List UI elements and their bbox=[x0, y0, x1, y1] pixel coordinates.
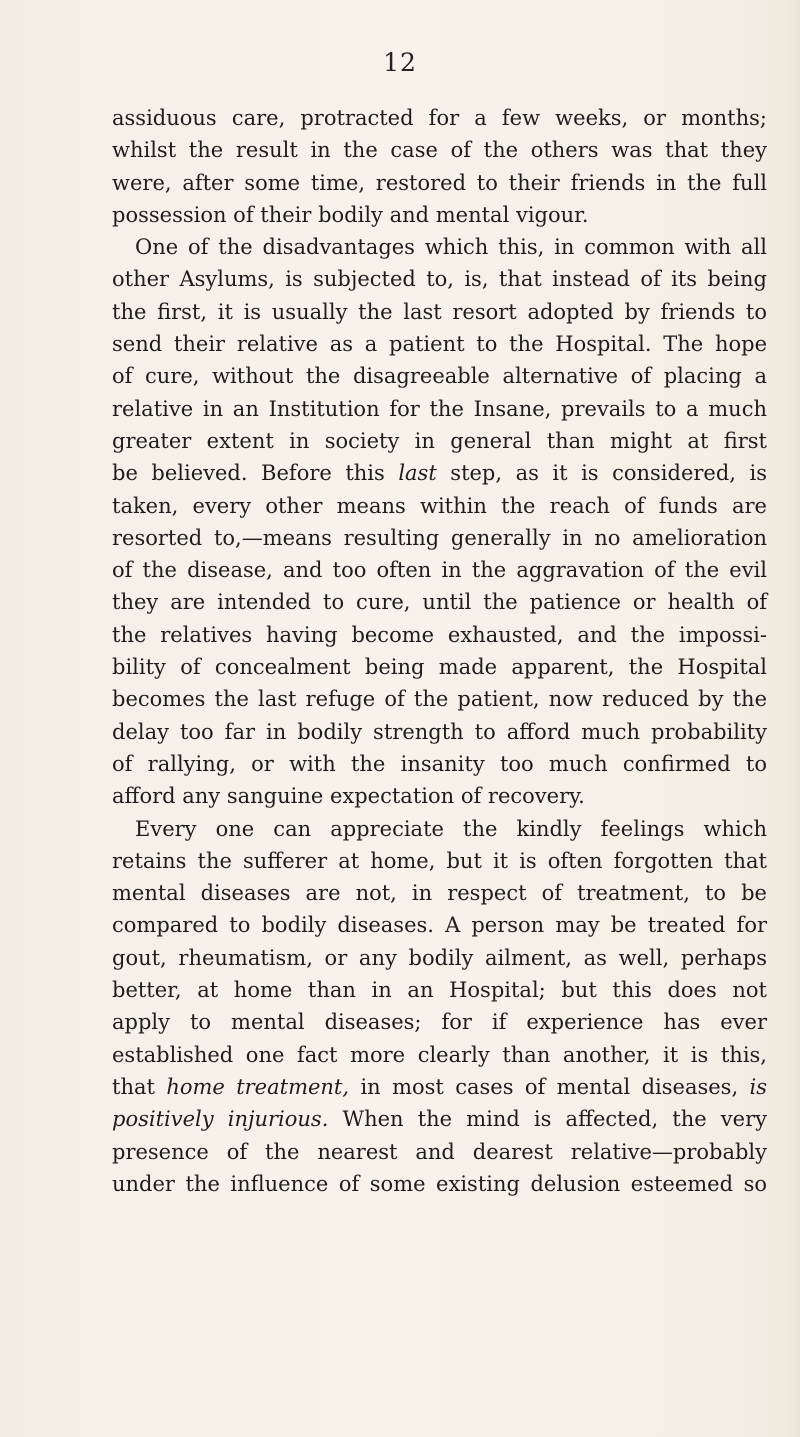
text-segment: whilst the result in the case of the others was that they bbox=[112, 138, 767, 163]
text-segment: taken, every other means within the reach of funds are bbox=[112, 493, 767, 518]
text-segment: relative in an Institution for the Insane, prevails to a much bbox=[112, 396, 767, 421]
text-segment: compared to bodily diseases. A person may be treated for bbox=[112, 913, 767, 938]
italic-text: is bbox=[749, 1074, 768, 1099]
text-segment: send their relative as a patient to the Hospital. The hope bbox=[112, 332, 767, 357]
text-line bbox=[112, 619, 767, 651]
italic-text: last bbox=[398, 461, 437, 486]
text-line bbox=[112, 1168, 767, 1200]
italic-text: home treatment, bbox=[166, 1074, 350, 1099]
text-line bbox=[112, 1136, 767, 1168]
body-text bbox=[112, 102, 767, 1200]
text-segment: presence of the nearest and dearest relative—probably bbox=[112, 1139, 767, 1164]
text-line bbox=[112, 813, 767, 845]
text-segment: delay too far in bodily strength to afford much probability bbox=[112, 719, 767, 744]
text-segment: One of the disadvantages which this, in common with all bbox=[135, 235, 767, 260]
text-segment: better, at home than in an Hospital; but this does not bbox=[112, 978, 767, 1003]
text-line bbox=[112, 1039, 767, 1071]
text-line bbox=[112, 102, 767, 134]
text-line bbox=[112, 167, 767, 199]
text-segment: mental diseases are not, in respect of treatment, to be bbox=[112, 881, 767, 906]
text-line bbox=[112, 1006, 767, 1038]
text-segment: resorted to,—means resulting generally in no amelioration bbox=[112, 525, 767, 550]
text-segment: apply to mental diseases; for if experience has ever bbox=[112, 1010, 767, 1035]
text-segment: be believed. Before this bbox=[112, 461, 399, 486]
text-segment: the relatives having become exhausted, and the impossi- bbox=[112, 622, 767, 647]
text-segment: of rallying, or with the insanity too much confirmed to bbox=[112, 751, 767, 776]
page-number: 12 bbox=[383, 48, 417, 77]
text-line bbox=[112, 942, 767, 974]
text-segment: the first, it is usually the last resort adopted by friends to bbox=[112, 299, 767, 324]
text-line bbox=[112, 393, 767, 425]
text-line bbox=[112, 780, 767, 812]
text-line bbox=[112, 263, 767, 295]
text-segment: possession of their bodily and mental vigour. bbox=[112, 202, 589, 227]
text-segment: that bbox=[112, 1074, 167, 1099]
text-line bbox=[112, 877, 767, 909]
text-line bbox=[112, 457, 767, 489]
text-segment: step, as it is considered, is bbox=[436, 461, 767, 486]
text-line bbox=[112, 845, 767, 877]
text-segment: assiduous care, protracted for a few weeks, or months; bbox=[112, 106, 767, 130]
text-line bbox=[112, 651, 767, 683]
text-line bbox=[112, 974, 767, 1006]
text-segment: Every one can appreciate the kindly feelings which bbox=[135, 816, 767, 841]
text-segment: greater extent in society in general than might at first bbox=[112, 428, 767, 453]
text-segment: of cure, without the disagreeable alternative of placing a bbox=[112, 364, 767, 389]
text-line bbox=[112, 231, 767, 263]
text-line bbox=[112, 425, 767, 457]
text-line bbox=[112, 716, 767, 748]
text-segment: under the influence of some existing delusion esteemed so bbox=[112, 1171, 767, 1196]
text-line bbox=[112, 360, 767, 392]
text-line bbox=[112, 554, 767, 586]
text-line bbox=[112, 134, 767, 166]
text-line bbox=[112, 522, 767, 554]
text-line bbox=[112, 586, 767, 618]
text-line bbox=[112, 1071, 767, 1103]
text-segment: retains the sufferer at home, but it is often forgotten that bbox=[112, 848, 767, 873]
text-line bbox=[112, 490, 767, 522]
text-line bbox=[112, 199, 767, 231]
page-edge-shadow bbox=[790, 0, 800, 1437]
text-segment: were, after some time, restored to their friends in the full bbox=[112, 170, 767, 195]
text-line bbox=[112, 328, 767, 360]
text-segment: When the mind is affected, the very bbox=[328, 1107, 767, 1132]
text-segment: bility of concealment being made apparent, the Hospital bbox=[112, 655, 767, 680]
text-segment: other Asylums, is subjected to, is, that instead of its being bbox=[112, 267, 767, 292]
text-segment: gout, rheumatism, or any bodily ailment, as well, perhaps bbox=[112, 945, 767, 970]
text-segment: becomes the last refuge of the patient, now reduced by the bbox=[112, 687, 767, 712]
text-segment: established one fact more clearly than another, it is this, bbox=[112, 1042, 767, 1067]
text-segment: afford any sanguine expectation of recovery. bbox=[112, 784, 585, 809]
text-segment: of the disease, and too often in the aggravation of the evil bbox=[112, 558, 767, 583]
text-line bbox=[112, 1103, 767, 1135]
text-segment: in most cases of mental diseases, bbox=[349, 1074, 750, 1099]
text-line bbox=[112, 296, 767, 328]
text-line bbox=[112, 909, 767, 941]
text-segment: they are intended to cure, until the patience or health of bbox=[112, 590, 767, 615]
text-line bbox=[112, 748, 767, 780]
italic-text: positively injurious. bbox=[112, 1107, 329, 1132]
text-line bbox=[112, 683, 767, 715]
